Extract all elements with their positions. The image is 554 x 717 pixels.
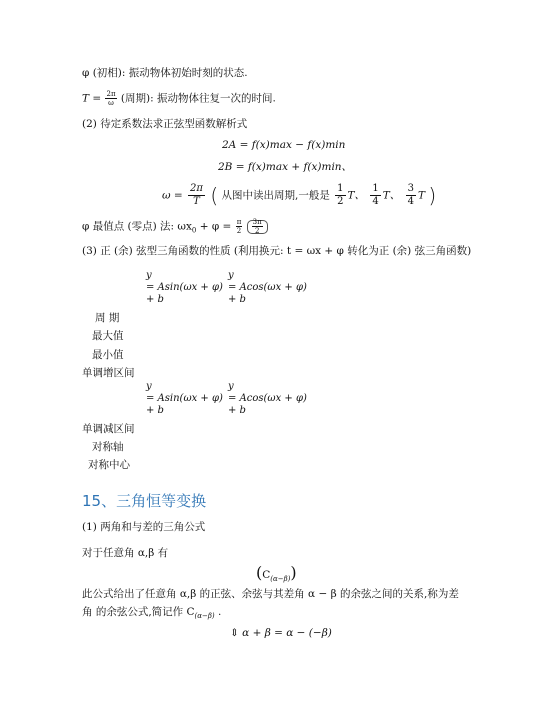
t1-col2-row2: = Acos(ωx + φ) (228, 282, 307, 293)
period-frac-num: 2π (106, 90, 116, 98)
omega-prefix: ω = (162, 189, 183, 202)
omega-frac-den: T (193, 196, 200, 207)
line-period (82, 90, 276, 107)
section-heading: 15、三角恒等变换 (82, 492, 207, 510)
row-min: 最小值 (92, 349, 124, 361)
pi2-num: π (236, 218, 242, 226)
omega-note: 从图中读出周期,一般是 (221, 189, 330, 202)
t1-col2-row3: + b (228, 294, 246, 305)
row-increasing: 单调增区间 (82, 367, 135, 379)
half-den: 2 (337, 196, 344, 207)
three-quarter-t: T (418, 189, 426, 202)
pi2-den: 2 (236, 227, 242, 235)
equation-2b: 2B = f(x)max + f(x)min、 (218, 161, 353, 173)
t1-col1-row2: = Asin(ωx + φ) (146, 282, 223, 293)
period-frac-den: ω (108, 99, 114, 107)
line-initial-phase: φ (初相): 振动物体初始时刻的状态. (82, 67, 248, 79)
period-suffix: (周期): 振动物体往复一次的时间. (120, 92, 276, 105)
extreme-mid: + φ = (196, 220, 232, 233)
t2-col1-row3: + b (146, 405, 164, 416)
para-line2 (82, 605, 221, 623)
left-paren: ( (210, 183, 219, 208)
omega-quarter (370, 183, 380, 208)
para-line1: 此公式给出了任意角 α,β 的正弦、余弦与其差角 α − β 的余弦之间的关系,称为差 (82, 588, 459, 600)
formula-c-label: C (262, 569, 271, 581)
line-undetermined-coefficients: (2) 待定系数法求正弦型函数解析式 (82, 118, 248, 130)
extreme-sub: 0 (191, 226, 197, 235)
t1-col1-row1: y (146, 270, 152, 281)
formula-rparen: ) (290, 563, 297, 582)
quarter-t: T、 (382, 189, 401, 202)
3pi2-num: 3π (252, 218, 262, 226)
pi-over-2 (236, 218, 243, 235)
three-quarter-den: 4 (407, 196, 415, 207)
row-axis: 对称轴 (92, 441, 124, 453)
row-period: 周 期 (95, 312, 120, 324)
t2-col2-row3: + b (228, 405, 246, 416)
line-any-angles: 对于任意角 α,β 有 (82, 547, 169, 559)
formula-lparen: ( (256, 563, 263, 582)
para2-sub: (α−β) (194, 612, 215, 621)
t1-col2-row1: y (228, 270, 234, 281)
omega-half (335, 183, 345, 208)
subheading-sum-difference: (1) 两角和与差的三角公式 (82, 521, 206, 533)
t1-col1-row3: + b (146, 294, 164, 305)
period-prefix: T = (82, 92, 102, 105)
omega-three-quarter (406, 183, 416, 208)
three-pi-over-2-box (247, 220, 268, 234)
three-pi-over-2 (252, 218, 263, 235)
formula-c (256, 563, 297, 586)
row-decreasing: 单调减区间 (82, 423, 135, 435)
t2-col1-row1: y (146, 381, 152, 392)
extreme-prefix: φ 最值点 (零点) 法: ωx (82, 220, 192, 233)
para2-text: 角 的余弦公式,简记作 C (82, 606, 195, 618)
equation-omega (162, 183, 436, 208)
formula-c-sub: (α−β) (270, 575, 291, 584)
three-quarter-num: 3 (407, 183, 415, 194)
omega-fraction (188, 183, 205, 208)
right-paren: ) (428, 183, 437, 208)
line-extreme-point-method (82, 218, 268, 238)
row-center: 对称中心 (88, 459, 130, 471)
t2-col2-row2: = Acos(ωx + φ) (228, 393, 307, 404)
half-num: 1 (337, 183, 344, 194)
line-properties: (3) 正 (余) 弦型三角函数的性质 (利用换元: t = ωx + φ 转化为正 (余) 弦三角函数) (82, 245, 472, 257)
quarter-num: 1 (372, 183, 379, 194)
quarter-den: 4 (372, 196, 379, 207)
equation-2a: 2A = f(x)max − f(x)min (222, 139, 346, 151)
t2-col1-row2: = Asin(ωx + φ) (146, 393, 223, 404)
row-max: 最大值 (92, 330, 124, 342)
period-fraction (105, 90, 116, 107)
last-equation: ⇕ α + β = α − (−β) (230, 627, 332, 639)
t2-col2-row1: y (228, 381, 234, 392)
para2-end: . (214, 606, 222, 618)
omega-frac-num: 2π (190, 183, 203, 194)
half-t: T、 (347, 189, 366, 202)
3pi2-den: 2 (254, 227, 260, 235)
